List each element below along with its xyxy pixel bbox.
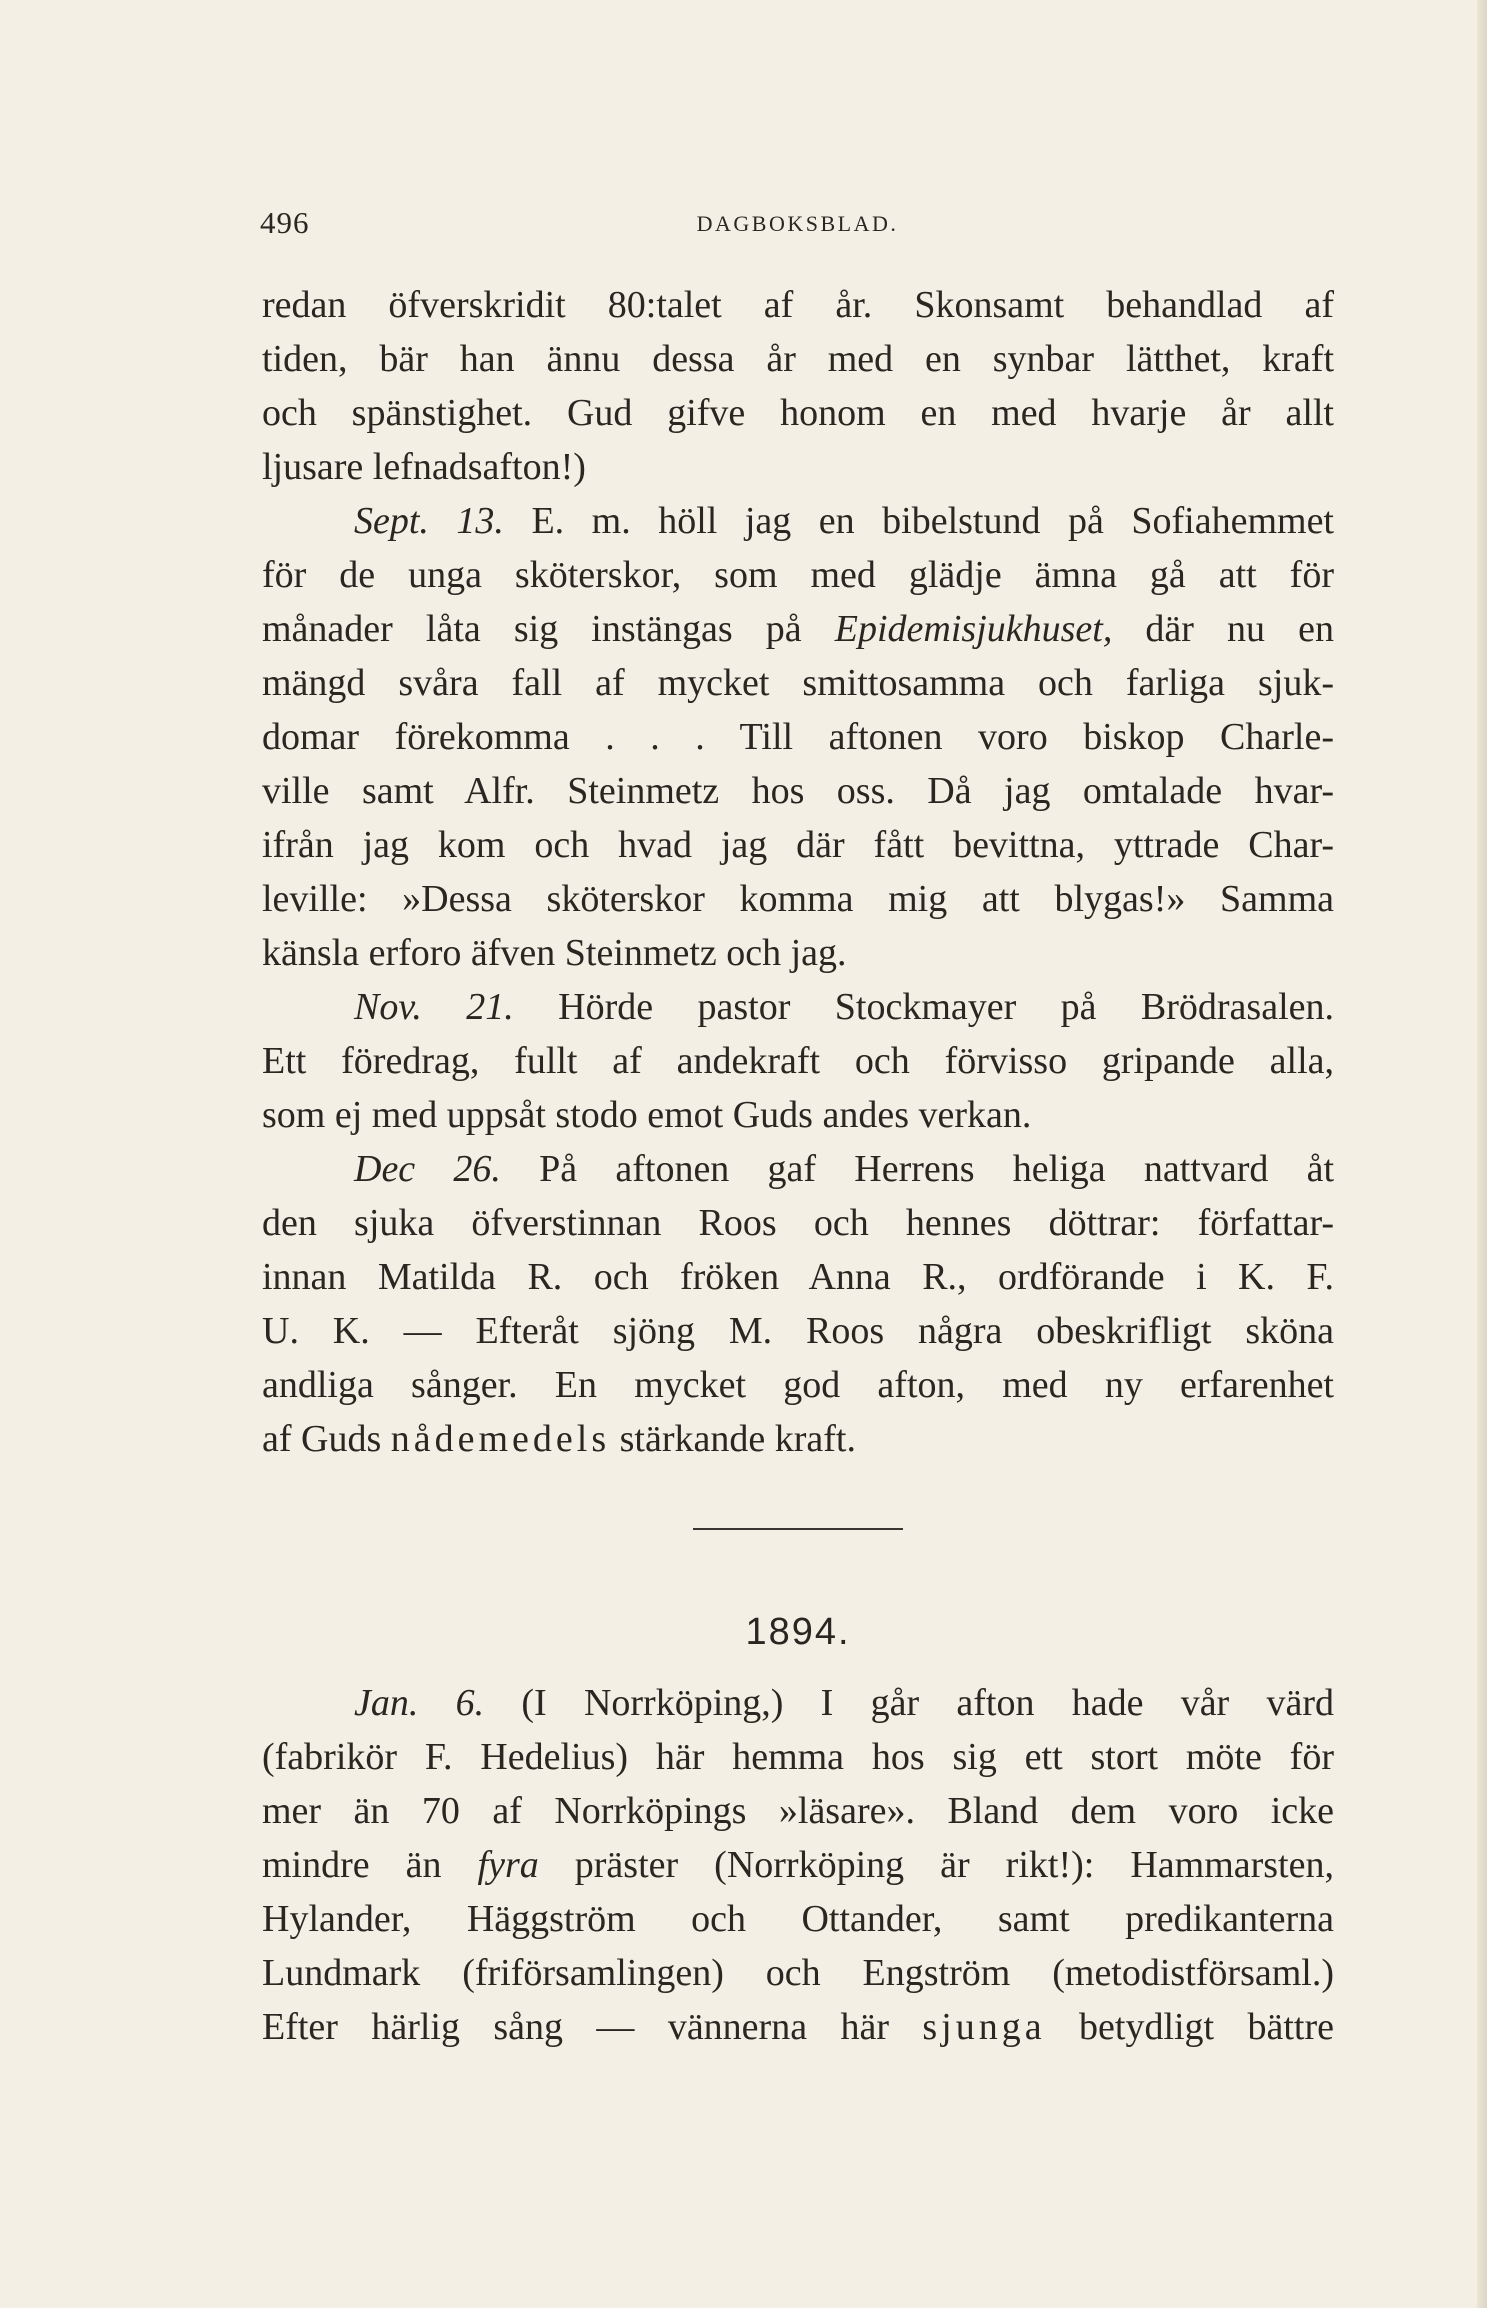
entry-text: På aftonen gaf Herrens heliga nattvard åt	[539, 1148, 1334, 1190]
spaced-text: nådemedels	[390, 1418, 611, 1460]
entry-text: Hörde pastor Stockmayer på Brödrasalen.	[558, 986, 1334, 1028]
text-line: domar förekomma . . . Till aftonen voro biskop Charle-	[262, 716, 1334, 758]
text-line: redan öfverskridit 80:talet af år. Skonsamt behandlad af	[262, 284, 1334, 326]
section-separator	[693, 1528, 903, 1530]
text-line: (fabrikör F. Hedelius) här hemma hos sig ett stort möte för	[262, 1736, 1334, 1778]
text-line: känsla erforo äfven Steinmetz och jag.	[262, 932, 847, 974]
text-line: för de unga sköterskor, som med glädje ämna gå att för	[262, 554, 1334, 596]
entry-nov-line	[262, 980, 1334, 1034]
text-line: innan Matilda R. och fröken Anna R., ordförande i K. F.	[262, 1256, 1334, 1298]
entry-date: Dec 26.	[354, 1148, 501, 1190]
text-line: och spänstighet. Gud gifve honom en med hvarje år allt	[262, 392, 1334, 434]
page-edge	[1477, 0, 1487, 2308]
text-span: månader låta sig instängas på	[262, 608, 802, 650]
entry-date: Sept. 13.	[354, 500, 504, 542]
text-line	[262, 602, 1334, 656]
entry-sept-line	[262, 494, 1334, 548]
text-line: mer än 70 af Norrköpings »läsare». Bland dem voro icke	[262, 1790, 1334, 1832]
text-line: mängd svåra fall af mycket smittosamma och farliga sjuk-	[262, 662, 1334, 704]
entry-dec-line	[262, 1142, 1334, 1196]
text-line	[262, 1838, 1334, 1892]
text-span: betydligt bättre	[1079, 2006, 1335, 2048]
page-header	[260, 205, 1335, 245]
text-line: den sjuka öfverstinnan Roos och hennes döttrar: författar-	[262, 1202, 1334, 1244]
text-line: Ett föredrag, fullt af andekraft och förvisso gripande alla,	[262, 1040, 1334, 1082]
text-line: ifrån jag kom och hvad jag där fått bevittna, yttrade Char-	[262, 824, 1334, 866]
body-text	[262, 278, 1334, 2054]
text-span: präster (Norrköping är rikt!): Hammarsten,	[574, 1844, 1334, 1886]
text-span: där nu en	[1145, 608, 1334, 650]
text-line: ville samt Alfr. Steinmetz hos oss. Då jag omtalade hvar-	[262, 770, 1334, 812]
text-line: Lundmark (friförsamlingen) och Engström (metodistförsaml.)	[262, 1952, 1334, 1994]
text-line: tiden, bär han ännu dessa år med en synbar lätthet, kraft	[262, 338, 1334, 380]
text-line: som ej med uppsåt stodo emot Guds andes verkan.	[262, 1094, 1032, 1136]
entry-date: Jan. 6.	[354, 1682, 485, 1724]
running-head: DAGBOKSBLAD.	[696, 211, 899, 236]
entry-date: Nov. 21.	[354, 986, 514, 1028]
text-span: mindre än	[262, 1844, 442, 1886]
text-span: af Guds	[262, 1418, 382, 1460]
text-span: stärkande kraft.	[619, 1418, 856, 1460]
entry-jan-line	[262, 1676, 1334, 1730]
text-line: Hylander, Häggström och Ottander, samt predikanterna	[262, 1898, 1334, 1940]
emphasized-text: fyra	[477, 1844, 539, 1886]
page-number: 496	[260, 205, 310, 240]
entry-text: E. m. höll jag en bibelstund på Sofiahemmet	[531, 500, 1334, 542]
text-span: Efter härlig sång — vännerna här	[262, 2006, 889, 2048]
text-line: U. K. — Efteråt sjöng M. Roos några obeskrifligt sköna	[262, 1310, 1334, 1352]
year-heading: 1894.	[745, 1611, 851, 1653]
text-line: leville: »Dessa sköterskor komma mig att blygas!» Samma	[262, 878, 1334, 920]
entry-text: (I Norrköping,) I går afton hade vår värd	[521, 1682, 1334, 1724]
emphasized-text: Epidemisjukhuset,	[834, 608, 1113, 650]
spaced-text: sjunga	[922, 2006, 1046, 2048]
text-line	[262, 2000, 1334, 2054]
text-line: andliga sånger. En mycket god afton, med ny erfarenhet	[262, 1364, 1334, 1406]
text-line	[262, 1412, 1334, 1466]
text-line: ljusare lefnadsafton!)	[262, 446, 586, 488]
